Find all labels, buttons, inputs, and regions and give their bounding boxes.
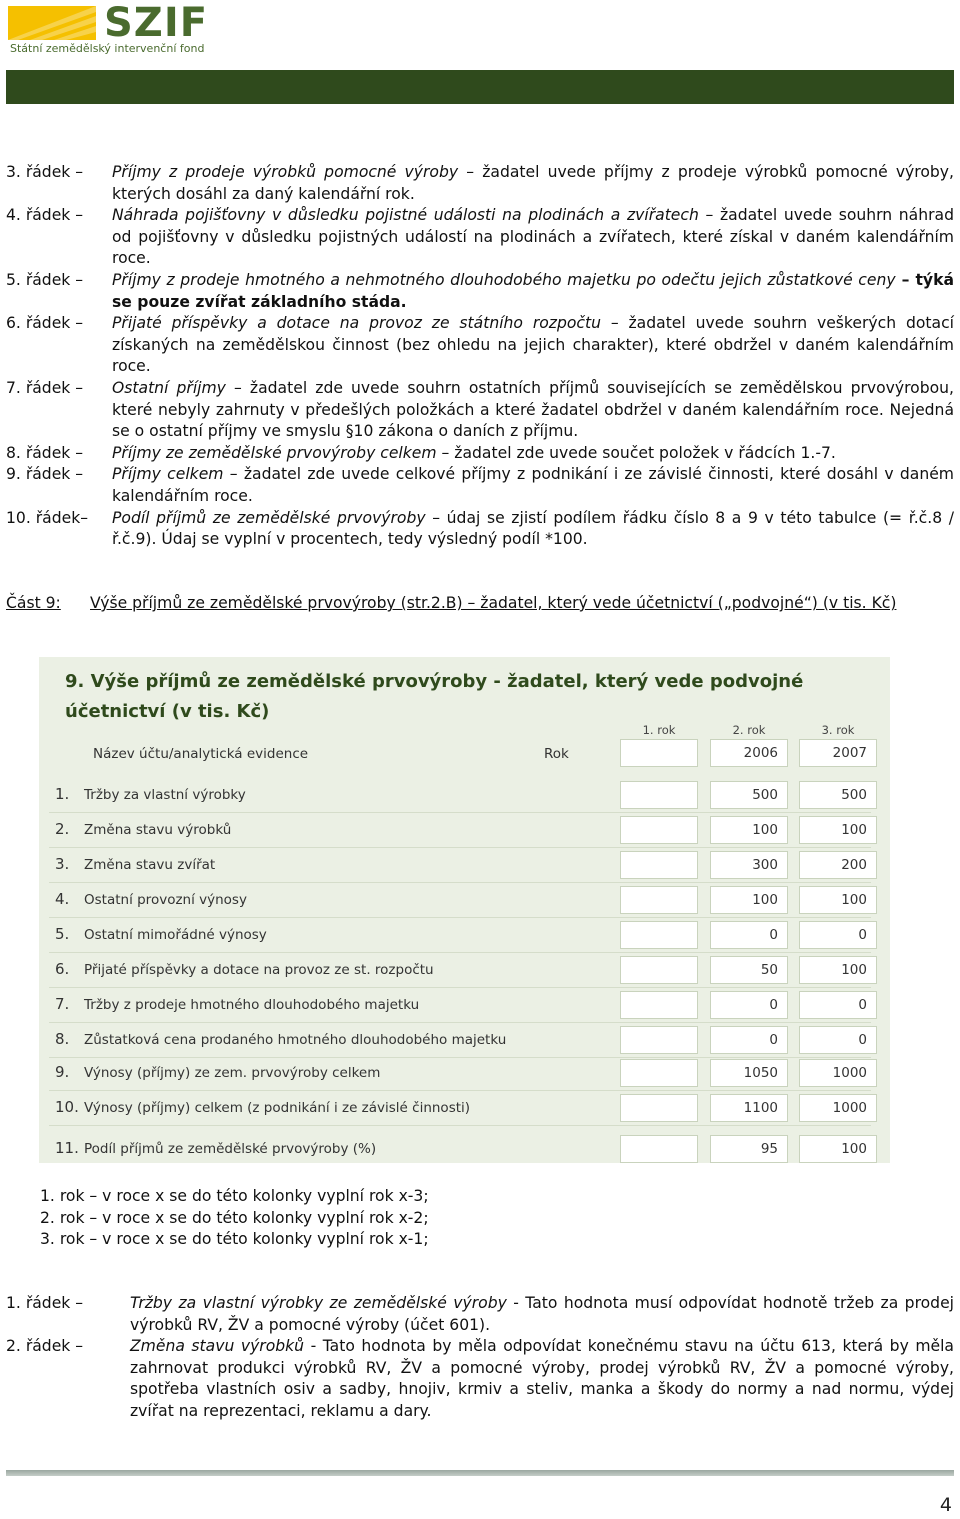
- row-divider: [49, 1125, 871, 1126]
- row-descriptions: [6, 162, 954, 551]
- value-input[interactable]: 300: [710, 851, 788, 879]
- page-header: [0, 0, 960, 110]
- item-text: – žadatel uvede souhrn veškerých dotací získaných na zemědělskou činnost (bez ohledu na jejich charakter), které obdržel v daném kalendářním roce.: [112, 314, 954, 376]
- value-input[interactable]: [620, 851, 698, 879]
- value-input[interactable]: 100: [799, 956, 877, 984]
- year-input[interactable]: 2007: [799, 739, 877, 767]
- row-label: Výnosy (příjmy) ze zem. prvovýroby celkem: [84, 1065, 381, 1081]
- value-input[interactable]: [620, 921, 698, 949]
- value-input[interactable]: [620, 991, 698, 1019]
- value-input[interactable]: [620, 1094, 698, 1122]
- list-item: [6, 443, 954, 465]
- item-number: 10. řádek–: [6, 508, 89, 527]
- row-label: Změna stavu výrobků: [84, 822, 232, 838]
- year-input[interactable]: [620, 739, 698, 767]
- row-label: Změna stavu zvířat: [84, 857, 216, 873]
- value-input[interactable]: 100: [710, 886, 788, 914]
- row-label: Tržby z prodeje hmotného dlouhodobého majetku: [84, 997, 420, 1013]
- row-number: 1.: [55, 785, 70, 803]
- item-text: – žadatel zde uvede celkové příjmy z podnikání i ze závislé činnosti, které dosáhl v daném kalendářním roce.: [112, 465, 954, 505]
- row-number: 8.: [55, 1030, 70, 1048]
- year-input[interactable]: 2006: [710, 739, 788, 767]
- logo-text: SZIF: [104, 0, 209, 46]
- item-title: Ostatní příjmy: [112, 378, 226, 397]
- row-label: Ostatní mimořádné výnosy: [84, 927, 267, 943]
- row-divider: [49, 1057, 871, 1058]
- row-label: Ostatní provozní výnosy: [84, 892, 247, 908]
- item-text: – žadatel uvede souhrn náhrad od pojišťovny v důsledku pojistných událostí na plodinách a zvířatech, které získal v daném kalendářním roce.: [112, 206, 954, 268]
- value-input[interactable]: 100: [799, 1135, 877, 1163]
- account-name-header: Název účtu/analytická evidence: [93, 746, 309, 762]
- value-input[interactable]: 500: [799, 781, 877, 809]
- item-number: 2. řádek –: [6, 1337, 84, 1356]
- value-input[interactable]: [620, 781, 698, 809]
- value-input[interactable]: [620, 1059, 698, 1087]
- value-input[interactable]: 500: [710, 781, 788, 809]
- year-label: Rok: [544, 746, 569, 762]
- value-input[interactable]: 0: [799, 991, 877, 1019]
- item-title: Příjmy z prodeje výrobků pomocné výroby: [112, 163, 459, 181]
- row-label: Přijaté příspěvky a dotace na provoz ze st. rozpočtu: [84, 962, 434, 978]
- row-number: 7.: [55, 995, 70, 1013]
- item-text: - Tato hodnota by měla odpovídat konečnému stavu na účtu 613, která by měla zahrnovat produkci výrobků RV, ŽV a pomocné výroby, prodej výrobků RV, ŽV a pomocné výroby, spotřeba vlastních osiv a sadby, hnojiv, krmiv a steliv, manka a škody do normy a nad normu, výdej zvířat na reprezentaci, reklamu a dary.: [130, 1337, 954, 1420]
- list-item: [6, 464, 954, 507]
- item-title: Podíl příjmů ze zemědělské prvovýroby: [112, 508, 426, 527]
- value-input[interactable]: 0: [710, 921, 788, 949]
- item-title: Příjmy ze zemědělské prvovýroby celkem: [112, 443, 437, 462]
- value-input[interactable]: 1000: [799, 1094, 877, 1122]
- list-item: [6, 378, 954, 443]
- value-input[interactable]: [620, 1026, 698, 1054]
- value-input[interactable]: 100: [710, 816, 788, 844]
- item-text: – žadatel zde uvede souhrn ostatních příjmů souvisejících se zemědělskou prvovýrobou, které nebyly zahrnuty v předešlých položkách a které žadatel obdržel v daném kalendářním roce. Nejedná se o ostatní příjmy ve smyslu §10 zákona o daních z příjmu.: [112, 378, 954, 441]
- value-input[interactable]: 1100: [710, 1094, 788, 1122]
- year-note: 1. rok – v roce x se do této kolonky vyplní rok x-3;: [40, 1187, 429, 1205]
- row-label: Zůstatková cena prodaného hmotného dlouhodobého majetku: [84, 1032, 507, 1048]
- page-number: 4: [939, 1494, 952, 1516]
- value-input[interactable]: 0: [710, 991, 788, 1019]
- header-bar: [6, 70, 954, 104]
- value-input[interactable]: 0: [799, 921, 877, 949]
- item-number: 3. řádek –: [6, 163, 84, 181]
- income-form: [39, 657, 890, 1163]
- szif-logo: [8, 0, 209, 58]
- list-item: [6, 1293, 954, 1336]
- row-number: 11.: [55, 1139, 79, 1157]
- row-label: Podíl příjmů ze zemědělské prvovýroby (%): [84, 1141, 377, 1157]
- value-input[interactable]: [620, 886, 698, 914]
- row-label: Tržby za vlastní výrobky: [84, 787, 246, 803]
- value-input[interactable]: 1000: [799, 1059, 877, 1087]
- item-number: 7. řádek –: [6, 378, 84, 397]
- row-divider: [49, 812, 871, 813]
- item-text: – žadatel uvede příjmy z prodeje výrobků pomocné výroby, kterých dosáhl za daný kalendářní rok.: [112, 163, 954, 203]
- list-item: [6, 270, 954, 313]
- value-input[interactable]: 0: [799, 1026, 877, 1054]
- item-title: Příjmy celkem: [112, 465, 224, 484]
- row-divider: [49, 1022, 871, 1023]
- item-text: – žadatel zde uvede součet položek v řádcích 1.-7.: [436, 443, 836, 462]
- year-notes: [40, 1186, 429, 1251]
- item-number: 1. řádek –: [6, 1294, 84, 1312]
- row-divider: [49, 1090, 871, 1091]
- form-title: 9. Výše příjmů ze zemědělské prvovýroby - žadatel, který vede podvojné účetnictví (v tis. Kč): [65, 671, 804, 722]
- value-input[interactable]: 100: [799, 886, 877, 914]
- value-input[interactable]: 0: [710, 1026, 788, 1054]
- section-number: Část 9:: [6, 594, 61, 612]
- value-input[interactable]: [620, 816, 698, 844]
- row-label: Výnosy (příjmy) celkem (z podnikání i ze závislé činnosti): [84, 1100, 471, 1116]
- row-number: 10.: [55, 1098, 79, 1116]
- row-number: 2.: [55, 820, 70, 838]
- row-number: 3.: [55, 855, 70, 873]
- row-divider: [49, 917, 871, 918]
- item-text: - Tato hodnota musí odpovídat hodnotě tržeb za prodej výrobků RV, ŽV a pomocné výroby (účet 601).: [130, 1294, 955, 1334]
- list-item: [6, 313, 954, 378]
- value-input[interactable]: 100: [799, 816, 877, 844]
- value-input[interactable]: [620, 1135, 698, 1163]
- row-divider: [49, 847, 871, 848]
- row-notes: [6, 1293, 954, 1423]
- item-bold-text: – týká se pouze zvířat základního stáda.: [112, 270, 954, 311]
- item-title: Přijaté příspěvky a dotace na provoz ze státního rozpočtu: [112, 314, 601, 333]
- row-number: 4.: [55, 890, 70, 908]
- row-number: 9.: [55, 1063, 70, 1081]
- item-text: – údaj se zjistí podílem řádku číslo 8 a 9 v této tabulce (= ř.č.8 / ř.č.9). Údaj se vyplní v procentech, tedy výsledný podíl *100.: [112, 508, 954, 549]
- item-title: Tržby za vlastní výrobky ze zemědělské výroby: [130, 1294, 507, 1312]
- logo-rays-icon: [8, 6, 100, 40]
- item-title: Náhrada pojišťovny v důsledku pojistné události na plodinách a zvířatech: [112, 206, 699, 225]
- footer-divider: [6, 1470, 954, 1476]
- row-number: 5.: [55, 925, 70, 943]
- value-input[interactable]: [620, 956, 698, 984]
- list-item: [6, 508, 954, 551]
- section-heading: [6, 593, 954, 615]
- item-title: Změna stavu výrobků: [130, 1337, 305, 1356]
- item-number: 9. řádek –: [6, 465, 84, 484]
- list-item: [6, 162, 954, 205]
- item-number: 8. řádek –: [6, 443, 84, 462]
- item-number: 4. řádek –: [6, 206, 84, 225]
- list-item: [6, 205, 954, 270]
- logo-subtitle: Státní zemědělský intervenční fond: [10, 42, 205, 55]
- value-input[interactable]: 50: [710, 956, 788, 984]
- column-header: 2. rok: [732, 723, 766, 737]
- column-header: 3. rok: [821, 723, 855, 737]
- column-header: 1. rok: [642, 723, 676, 737]
- item-number: 5. řádek –: [6, 270, 84, 289]
- row-divider: [49, 952, 871, 953]
- row-divider: [49, 987, 871, 988]
- row-divider: [49, 882, 871, 883]
- year-note: 3. rok – v roce x se do této kolonky vyplní rok x-1;: [40, 1230, 429, 1249]
- value-input[interactable]: 1050: [710, 1059, 788, 1087]
- item-title: Příjmy z prodeje hmotného a nehmotného dlouhodobého majetku po odečtu jejich zůstatkové ceny: [112, 270, 896, 289]
- year-note: 2. rok – v roce x se do této kolonky vyplní rok x-2;: [40, 1208, 429, 1227]
- list-item: [6, 1336, 954, 1422]
- value-input[interactable]: 200: [799, 851, 877, 879]
- row-number: 6.: [55, 960, 70, 978]
- value-input[interactable]: 95: [710, 1135, 788, 1163]
- section-title: Výše příjmů ze zemědělské prvovýroby (str.2.B) – žadatel, který vede účetnictví („podvojné“) (v tis. Kč): [90, 594, 897, 612]
- item-number: 6. řádek –: [6, 314, 84, 333]
